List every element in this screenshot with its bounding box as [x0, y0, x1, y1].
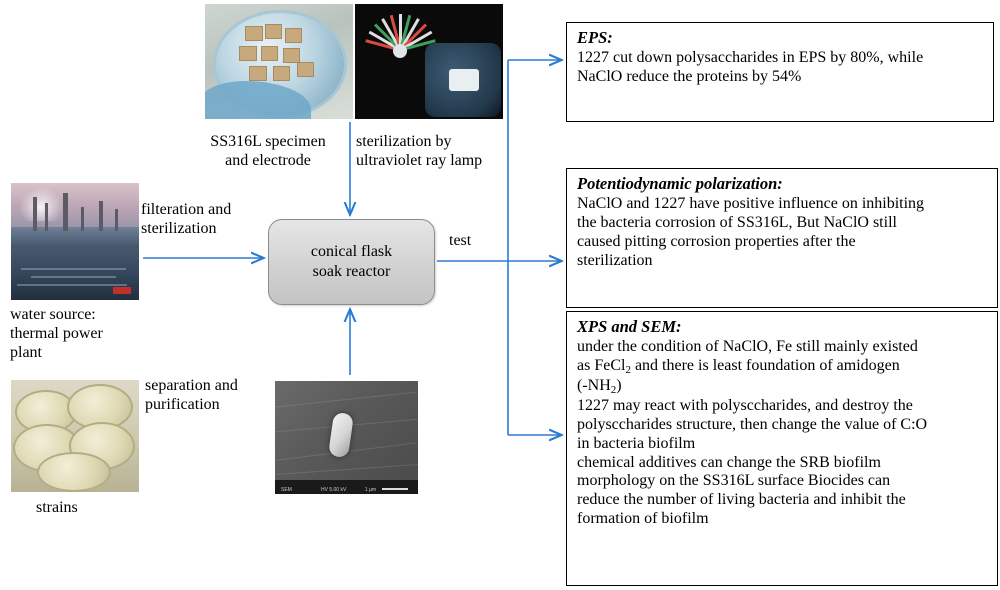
potentiodynamic-line: caused pitting corrosion properties after the: [577, 232, 856, 250]
potentiodynamic-line: NaClO and 1227 have positive influence on inhibiting: [577, 195, 925, 212]
strains-caption: strains: [36, 499, 78, 516]
smoke-plume-shape: [19, 187, 63, 221]
fecl2-text-b: and there is least foundation of amidogen: [630, 356, 900, 374]
timestamp-marker: [113, 287, 131, 294]
xps-sem-heading: XPS and SEM:: [577, 317, 682, 336]
potentiodynamic-line: the bacteria corrosion of SS316L, But NaClO still: [577, 213, 897, 231]
xps-sem-line: formation of biofilm: [577, 510, 709, 528]
xps-sem-line: chemical additives can change the SRB biofilm: [577, 453, 881, 471]
test-edge-label: test: [449, 232, 472, 249]
separation-edge-label: [145, 376, 280, 414]
sem-scalebar-label: 1 µm: [364, 487, 376, 493]
nh2-text-a: (-NH: [577, 376, 611, 394]
water-caption-line2: thermal power: [10, 325, 103, 343]
specimen-block: [261, 46, 278, 61]
result-box-eps: [566, 22, 994, 122]
fecl2-subscript: 2: [625, 363, 631, 376]
sterilization-label-line1: sterilization by: [356, 133, 452, 150]
sterilization-label-line2: ultraviolet ray lamp: [356, 152, 483, 170]
thermal-power-plant-water-photo: [11, 183, 139, 300]
water-caption-line1: water source:: [10, 306, 96, 323]
reactor-label-line2: soak reactor: [312, 263, 391, 280]
electrode-fan-and-sample-photo: [355, 4, 503, 119]
specimen-caption-line2: and electrode: [225, 152, 311, 170]
water-caption-line3: plant: [10, 344, 42, 362]
water-source-caption: [10, 305, 150, 363]
xps-sem-line: 1227 may react with polysccharides, and destroy the: [577, 396, 913, 414]
specimen-block: [297, 62, 314, 77]
specimen-block: [285, 28, 302, 43]
eps-heading: EPS:: [577, 28, 613, 47]
nh2-subscript: 2: [610, 384, 617, 396]
sterilization-edge-label: [356, 132, 521, 170]
specimen-block: [249, 66, 267, 81]
result-box-potentiodynamic: [566, 168, 998, 308]
specimens-in-petri-dish-photo: [205, 4, 353, 119]
specimen-block: [265, 24, 282, 39]
mounted-sample-shape: [449, 69, 479, 91]
xps-sem-line-nh2: [577, 377, 989, 397]
specimen-caption: [193, 132, 343, 170]
reactor-label-line1: conical flask: [310, 243, 393, 260]
filtration-label-line1: filteration and: [141, 201, 232, 218]
separation-label-line1: separation and: [145, 377, 238, 394]
separation-label-line2: purification: [145, 396, 220, 414]
specimen-block: [239, 46, 257, 61]
xps-sem-line-fecl2: [577, 357, 989, 377]
sem-bacteria-photo: [275, 381, 418, 494]
conical-flask-soak-reactor-node[interactable]: [268, 219, 435, 305]
specimen-block: [283, 48, 300, 63]
xps-sem-line: in bacteria biofilm: [577, 434, 696, 452]
xps-sem-line: polysccharides structure, then change the value of C:O: [577, 415, 928, 433]
specimen-block: [245, 26, 263, 41]
nh2-text-b: ): [616, 376, 622, 394]
specimen-block: [273, 66, 290, 81]
eps-line: 1227 cut down polysaccharides in EPS by 80%, while: [577, 49, 924, 66]
eps-line: NaClO reduce the proteins by 54%: [577, 67, 802, 85]
sem-scale-bar: SEM HV 5.00 kV 1 µm: [275, 480, 418, 494]
petri-dish-strains-photo: [11, 380, 139, 492]
fecl2-text-a: as FeCl: [577, 356, 626, 374]
potentiodynamic-heading: Potentiodynamic polarization:: [577, 174, 783, 193]
potentiodynamic-line: sterilization: [577, 251, 653, 269]
xps-sem-line: under the condition of NaClO, Fe still mainly existed: [577, 338, 918, 355]
filtration-label-line2: sterilization: [141, 220, 217, 238]
xps-sem-line: morphology on the SS316L surface Biocides can: [577, 472, 891, 490]
xps-sem-line: reduce the number of living bacteria and inhibit the: [577, 491, 906, 509]
result-box-xps-sem: [566, 311, 998, 586]
specimen-caption-line1: SS316L specimen: [210, 133, 326, 150]
gloved-hand-shape: [425, 43, 501, 117]
filtration-edge-label: [141, 200, 269, 238]
